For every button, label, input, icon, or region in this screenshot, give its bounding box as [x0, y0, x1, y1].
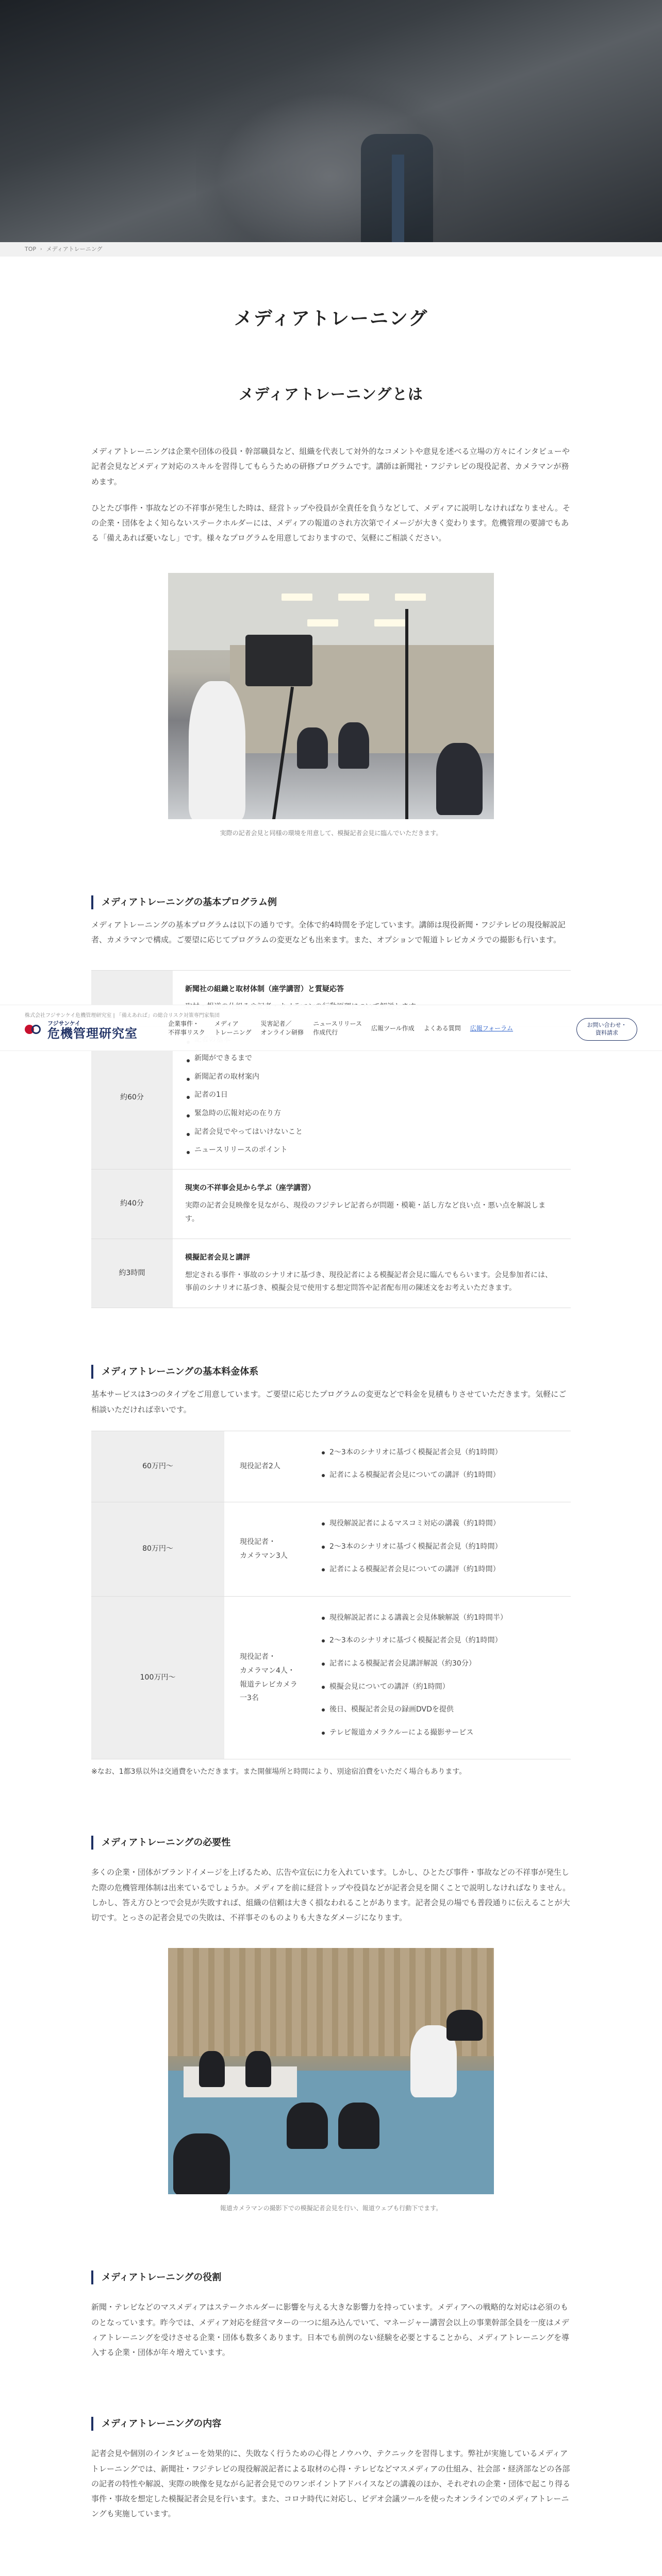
- program-row-text: 想定される事件・事故のシナリオに基づき、現役記者による模擬記者会見に臨んでもらいます。会見参加者には、事前のシナリオに基づき、模擬会見で使用する想定問答や記者配布用の陳述文をお考えいただきます。: [185, 1270, 553, 1293]
- site-logo[interactable]: [25, 1021, 138, 1040]
- photo-caption: 実際の記者会見と同様の環境を用意して、模擬記者会見に臨んでいただきます。: [220, 829, 442, 837]
- mock-press-conference-photo: [168, 1948, 494, 2214]
- plans-heading: メディアトレーニングの基本料金体系: [91, 1365, 571, 1379]
- program-row-head: 模擬記者会見と講評: [185, 1253, 250, 1262]
- table-row: [91, 1596, 571, 1759]
- breadcrumb-current: メディアトレーニング: [46, 245, 103, 252]
- plan-price: 100万円～: [91, 1596, 224, 1759]
- nav-item-news-release[interactable]: ニュースリリース 作成代行: [313, 1020, 362, 1037]
- list-item: 新聞記者の取材案内: [185, 1068, 558, 1087]
- table-row: [91, 1431, 571, 1502]
- plan-staff: 現役記者2人: [224, 1431, 320, 1502]
- nav-item-incident-risk[interactable]: 企業事件・ 不祥事リスク: [168, 1020, 205, 1037]
- list-item: 記者会見でやってはいけないこと: [185, 1123, 558, 1142]
- plan-price: 80万円～: [91, 1502, 224, 1597]
- contact-cta-button[interactable]: お問い合わせ・ 資料請求: [576, 1018, 637, 1041]
- breadcrumb-home[interactable]: TOP: [25, 245, 37, 252]
- list-item: 記者の1日: [185, 1086, 558, 1105]
- nav-item-disaster-training[interactable]: 災害記者／ オンライン研修: [260, 1020, 304, 1037]
- list-item: 現役解説記者による講義と会見体験解説（約1時間半）: [320, 1611, 566, 1625]
- logo-small-text: フジサンケイ: [47, 1020, 81, 1027]
- program-row-head: 現実の不祥事会見から学ぶ（座学講習）: [185, 1184, 315, 1193]
- content-heading: メディアトレーニングの内容: [91, 2417, 571, 2431]
- program-heading: メディアトレーニングの基本プログラム例: [91, 895, 571, 909]
- program-row-text: 実際の記者会見映像を見ながら、現役のフジテレビ記者らが問題・模範・話し方など良い点・悪い点を解説します。: [185, 1201, 546, 1223]
- about-paragraph-1: メディアトレーニングは企業や団体の役員・幹部職員など、組織を代表して対外的なコメントや意見を述べる立場の方々にインタビューや記者会見などメディア対応のスキルを習得してもらうための研修プログラムです。講師は新聞社・フジテレビの現役記者、カメラマンが務めます。: [91, 447, 570, 486]
- role-heading: メディアトレーニングの役割: [91, 2270, 571, 2284]
- plan-staff: 現役記者・ カメラマン4人・ 報道テレビカメラ 一3名: [224, 1596, 320, 1759]
- breadcrumb-separator: ›: [40, 246, 42, 252]
- price-table: [91, 1431, 571, 1760]
- sticky-header: [0, 1005, 662, 1051]
- list-item: 2～3本のシナリオに基づく模擬記者会見（約1時間）: [320, 1634, 566, 1648]
- list-item: テレビ報道カメラクルーによる撮影サービス: [320, 1726, 566, 1740]
- table-row: [91, 1170, 571, 1239]
- main-nav: [168, 1020, 513, 1038]
- nav-item-pr-tools[interactable]: 広報ツール作成: [371, 1025, 415, 1032]
- list-item: 記者による模擬記者会見についての講評（約1時間）: [320, 1468, 566, 1482]
- program-duration: 約40分: [91, 1170, 173, 1239]
- content-text: 記者会見や個別のインタビューを効果的に、失敗なく行うための心得とノウハウ、テクニックを習得します。弊社が実施しているメディアトレーニングでは、新聞社・フジテレビの現役解説記者による取材の心得・テレビなどマスメディアの仕組み、社会部・経済部などの各部の記者の特性や解説、実際の映像を見ながら記者会見でのワンポイントアドバイスなどの講義のほか、それぞれの企業・団体で起こり得る事件・事故を想定した模擬記者会見を行います。また、コロナ時代に対応し、ビデオ会議ツールを使ったオンラインでのメディアトレーニングも実施しています。: [91, 2449, 571, 2519]
- list-item: ニュースリリースのポイント: [185, 1141, 558, 1160]
- table-row: [91, 1502, 571, 1597]
- list-item: 後日、模擬記者会見の録画DVDを提供: [320, 1703, 566, 1717]
- program-row-head: 新聞社の組織と取材体制（座学講習）と質疑応答: [185, 985, 344, 994]
- program-intro: メディアトレーニングの基本プログラムは以下の通りです。全体で約4時間を予定しています。講師は現役新聞・フジテレビの現役解説記者、カメラマンで構成。ご要望に応じてプログラムの変更なども出来ます。また、オプションで報道トレビカメラでの撮影も行います。: [91, 920, 566, 945]
- plan-staff: 現役記者・ カメラマン3人: [224, 1502, 320, 1597]
- list-item: 2～3本のシナリオに基づく模擬記者会見（約1時間）: [320, 1446, 566, 1460]
- nav-item-pr-forum[interactable]: 広報フォーラム: [470, 1025, 514, 1032]
- list-item: 2～3本のシナリオに基づく模擬記者会見（約1時間）: [320, 1540, 566, 1554]
- breadcrumb: [0, 242, 662, 257]
- plans-note: ※なお、1都3県以外は交通費をいただきます。また開催場所と時間により、別途宿泊費をいただく場合もあります。: [91, 1768, 467, 1776]
- logo-icon: [25, 1023, 43, 1038]
- list-item: 現役解説記者によるマスコミ対応の講義（約1時間）: [320, 1517, 566, 1531]
- about-paragraph-2: ひとたび事件・事故などの不祥事が発生した時は、経営トップや役員が全責任を負うなどして、メディアに説明しなければなりません。その企業・団体をよく知らないステークホルダーには、メディアの報道のされ方次第でイメージが大きく変わります。危機管理の要諦でもある「備えあれば憂いなし」です。様々なプログラムを用意しておりますので、気軽にご相談ください。: [91, 503, 570, 543]
- list-item: 記者による模擬記者会見についての講評（約1時間）: [320, 1563, 566, 1577]
- logo-main-text: 危機管理研究室: [47, 1026, 138, 1041]
- list-item: 記者による模擬記者会見講評解説（約30分）: [320, 1657, 566, 1671]
- list-item: 緊急時の広報対応の在り方: [185, 1105, 558, 1123]
- role-text: 新聞・テレビなどのマスメディアはステークホルダーに影響を与える大きな影響力を持っています。メディアへの戦略的な対応は必須のものとなっています。昨今では、メディア対応を経営マターの一つに組み込んでいて、マネージャー講習会以上の事業幹部全員を一度はメディアトレーニングを受けさせる企業・団体も数多くあります。日本でも前例のない経験を必要とすることから、メディアトレーニングを導入する企業・団体が年々増えています。: [91, 2302, 570, 2358]
- list-item: 模擬会見についての講評（約1時間）: [320, 1680, 566, 1694]
- hero-image: [0, 0, 662, 242]
- about-title: メディアトレーニングとは: [239, 385, 423, 403]
- press-conference-photo: [168, 573, 494, 839]
- necessity-text: 多くの企業・団体がブランドイメージを上げるため、広告や宣伝に力を入れています。しかし、ひとたび事件・事故などの不祥事が発生した際の危機管理体制は出来ているでしょうか。メディアを前に経営トップや役員などが記者会見を開くことで説明しなければなりません。しかし、答え方ひとつで会見が失敗すれば、組織の信頼は大きく損なわれることがあります。記者会見の場でも普段通りに伝えることが大切です。とっさの記者会見での失敗は、不祥事そのものよりも大きなダメージになります。: [91, 1868, 571, 1923]
- necessity-heading: メディアトレーニングの必要性: [91, 1836, 571, 1850]
- program-duration: 約60分: [91, 1027, 173, 1170]
- nav-item-faq[interactable]: よくある質問: [423, 1025, 461, 1032]
- list-item: 新聞ができるまで: [185, 1049, 558, 1068]
- table-row: [91, 1239, 571, 1308]
- photo-caption: 報道カメラマンの撮影下での模擬記者会見を行い、報道ウェブも行動下でます。: [220, 2205, 442, 2212]
- plan-price: 60万円～: [91, 1431, 224, 1502]
- plans-intro: 基本サービスは3つのタイプをご用意しています。ご要望に応じたプログラムの変更などで料金を見積もりさせていただきます。気軽にご相談いただければ幸いです。: [91, 1389, 567, 1414]
- program-duration: 約3時間: [91, 1239, 173, 1308]
- nav-item-media-training[interactable]: メディア トレーニング: [214, 1020, 252, 1037]
- header-tagline: 株式会社フジサンケイ危機管理研究室 | 「備えあれば」の総合リスク対策専門家集団: [25, 1013, 220, 1019]
- page-title: メディアトレーニング: [234, 308, 428, 329]
